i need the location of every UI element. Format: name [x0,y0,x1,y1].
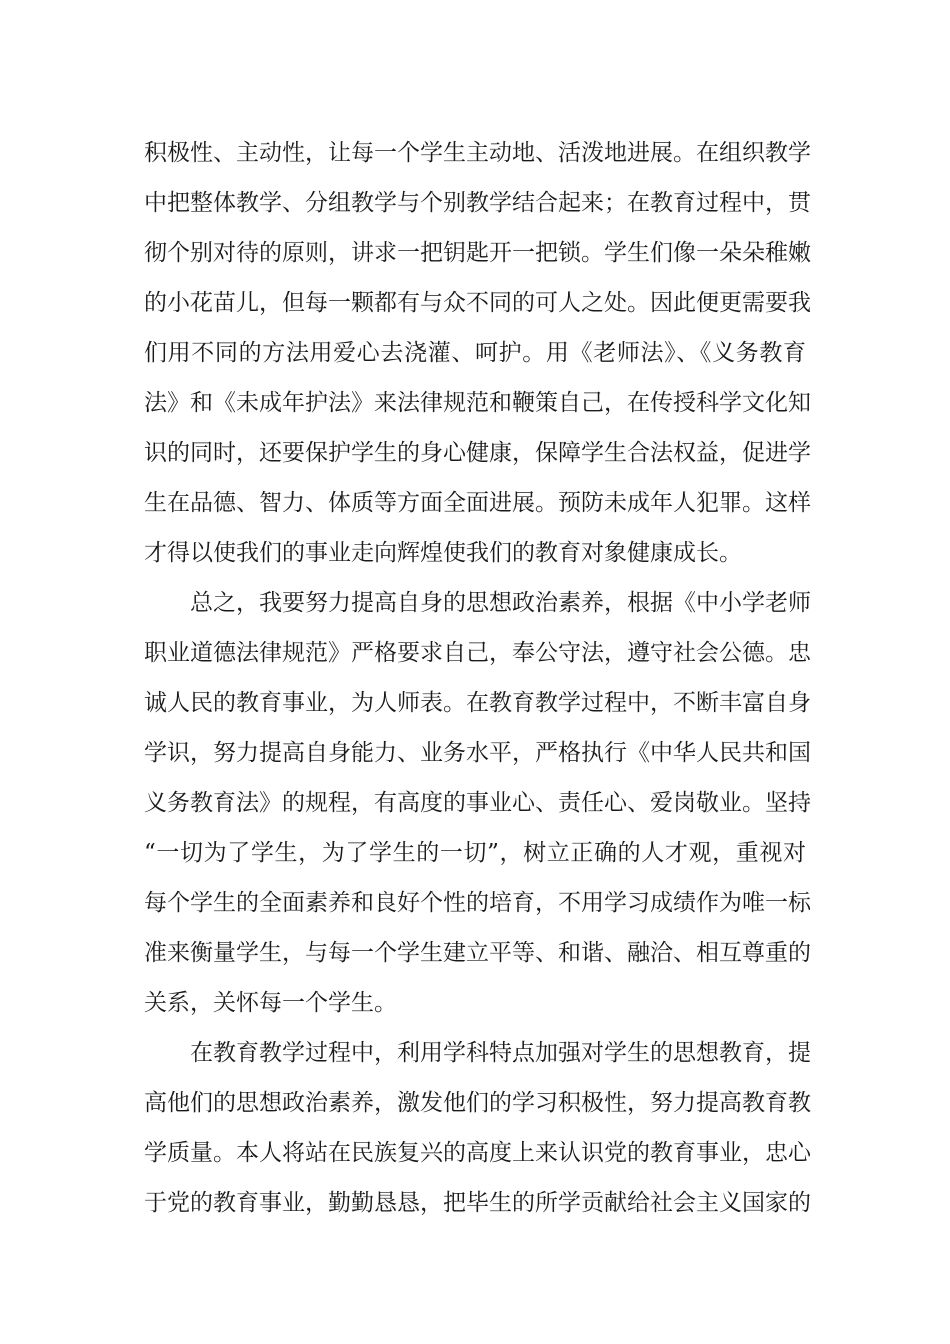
text-line: 法》和《未成年护法》来法律规范和鞭策自己，在传授科学文化知 [144,390,811,416]
text-line: 学质量。本人将站在民族复兴的高度上来认识党的教育事业，忠心 [144,1140,811,1166]
text-line: 学识，努力提高自身能力、业务水平，严格执行《中华人民共和国 [144,740,811,766]
text-line: 识的同时，还要保护学生的身心健康，保障学生合法权益，促进学 [144,440,811,466]
text-line: 诚人民的教育事业，为人师表。在教育教学过程中，不断丰富自身 [144,690,811,716]
text-line: 们用不同的方法用爱心去浇灌、呵护。用《老师法》、《义务教育 [144,340,806,366]
text-line: 职业道德法律规范》严格要求自己，奉公守法，遵守社会公德。忠 [144,640,811,666]
text-line: 每个学生的全面素养和良好个性的培育，不用学习成绩作为唯一标 [144,890,811,916]
text-line: “一切为了学生，为了学生的一切”，树立正确的人才观，重视对 [144,840,806,866]
text-line: 准来衡量学生，与每一个学生建立平等、和谐、融洽、相互尊重的 [144,940,811,966]
text-line: 的小花苗儿，但每一颗都有与众不同的可人之处。因此便更需要我 [144,290,811,316]
text-line: 生在品德、智力、体质等方面全面进展。预防未成年人犯罪。这样 [144,490,811,516]
text-line: 才得以使我们的事业走向辉煌使我们的教育对象健康成长。 [144,540,742,566]
text-line: 中把整体教学、分组教学与个别教学结合起来；在教育过程中，贯 [144,190,811,216]
text-line: 义务教育法》的规程，有高度的事业心、责任心、爱岗敬业。坚持 [144,790,811,816]
text-line: 关系，关怀每一个学生。 [144,990,397,1016]
text-line: 高他们的思想政治素养，激发他们的学习积极性，努力提高教育教 [144,1090,811,1116]
text-line: 于党的教育事业，勤勤恳恳，把毕生的所学贡献给社会主义国家的 [144,1190,811,1216]
text-line: 总之，我要努力提高自身的思想政治素养，根据《中小学老师 [190,590,811,616]
text-line: 彻个别对待的原则，讲求一把钥匙开一把锁。学生们像一朵朵稚嫩 [144,240,811,266]
text-line: 在教育教学过程中，利用学科特点加强对学生的思想教育，提 [190,1040,811,1066]
text-line: 积极性、主动性，让每一个学生主动地、活泼地进展。在组织教学 [144,140,811,166]
